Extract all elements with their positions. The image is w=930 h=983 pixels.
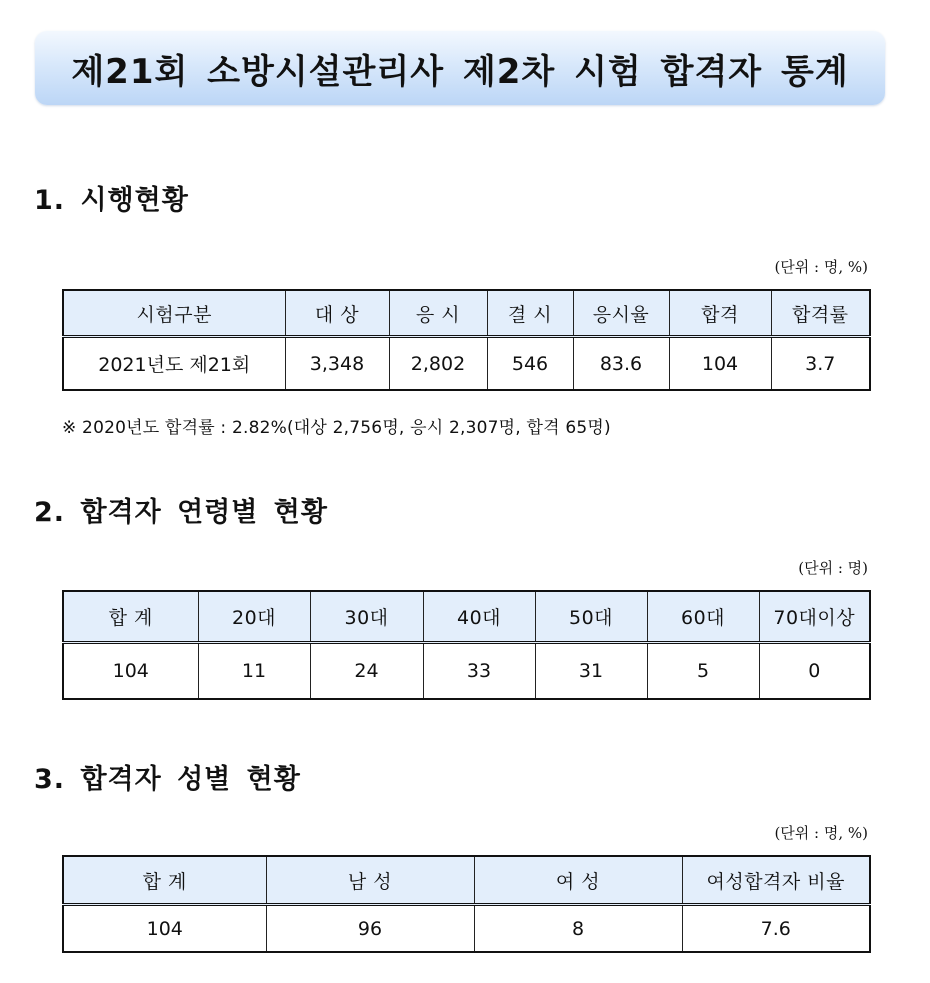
- table-cell: 546: [487, 337, 573, 391]
- table-cell: 104: [669, 337, 771, 391]
- table-header-row: [63, 290, 870, 337]
- table-cell: 3.7: [771, 337, 870, 391]
- header-cell: 50대: [535, 591, 647, 643]
- header-cell: 응시율: [573, 290, 669, 337]
- header-cell: 30대: [310, 591, 423, 643]
- section-heading-exam-status: 1. 시행현황: [34, 185, 189, 216]
- exam-status-table: [62, 289, 871, 391]
- table-cell: 3,348: [285, 337, 389, 391]
- table-row: [63, 643, 870, 700]
- header-cell: 20대: [198, 591, 310, 643]
- table-row: [63, 905, 870, 953]
- header-cell: 60대: [647, 591, 759, 643]
- header-cell: 대 상: [285, 290, 389, 337]
- header-cell: 합 계: [63, 856, 266, 905]
- table-cell: 2,802: [389, 337, 487, 391]
- table-header-row: [63, 856, 870, 905]
- header-cell: 합 계: [63, 591, 198, 643]
- table-cell: 33: [423, 643, 535, 700]
- page-title: 제21회 소방시설관리사 제2차 시험 합격자 통계: [71, 51, 849, 92]
- previous-year-note: ※ 2020년도 합격률 : 2.82%(대상 2,756명, 응시 2,307명, 합격 65명): [62, 418, 611, 438]
- table-cell: 83.6: [573, 337, 669, 391]
- header-cell: 여성합격자 비율: [682, 856, 870, 905]
- table-header-row: [63, 591, 870, 643]
- unit-label: (단위 : 명, %): [774, 258, 868, 276]
- table-cell: 7.6: [682, 905, 870, 953]
- table-cell: 8: [474, 905, 682, 953]
- header-cell: 응 시: [389, 290, 487, 337]
- section-heading-gender: 3. 합격자 성별 현황: [34, 764, 301, 795]
- header-cell: 시험구분: [63, 290, 285, 337]
- header-cell: 여 성: [474, 856, 682, 905]
- table-cell: 104: [63, 905, 266, 953]
- unit-label: (단위 : 명): [798, 559, 868, 577]
- unit-label: (단위 : 명, %): [774, 824, 868, 842]
- table-cell: 11: [198, 643, 310, 700]
- header-cell: 결 시: [487, 290, 573, 337]
- header-cell: 남 성: [266, 856, 474, 905]
- table-cell: 2021년도 제21회: [63, 337, 285, 391]
- table-cell: 24: [310, 643, 423, 700]
- table-cell: 104: [63, 643, 198, 700]
- table-row: [63, 337, 870, 391]
- header-cell: 40대: [423, 591, 535, 643]
- table-cell: 31: [535, 643, 647, 700]
- table-cell: 5: [647, 643, 759, 700]
- header-cell: 합격률: [771, 290, 870, 337]
- table-cell: 0: [759, 643, 870, 700]
- header-cell: 70대이상: [759, 591, 870, 643]
- page-title-banner: [35, 31, 885, 105]
- header-cell: 합격: [669, 290, 771, 337]
- gender-table: [62, 855, 871, 953]
- table-cell: 96: [266, 905, 474, 953]
- section-heading-age: 2. 합격자 연령별 현황: [34, 497, 328, 528]
- age-table: [62, 590, 871, 700]
